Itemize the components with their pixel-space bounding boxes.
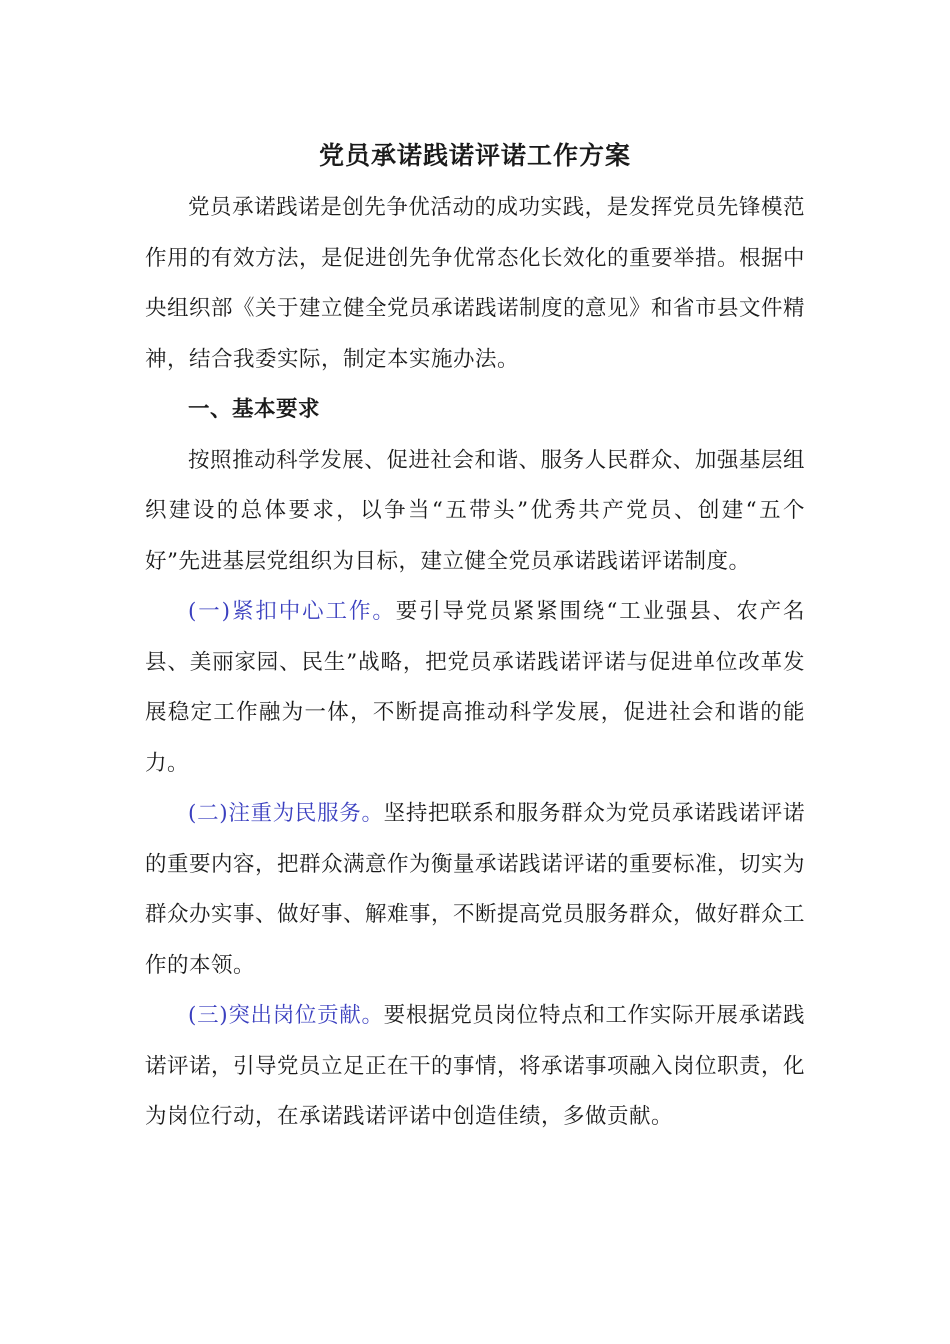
requirement-item-label: (一)紧扣中心工作。 [188,599,396,624]
requirement-item-label: (二)注重为民服务。 [188,801,384,826]
requirement-item-text: 坚持把联系和服务群众为党员承诺践诺评诺的重要内容，把群众满意作为衡量承诺践诺评诺的重要标准，切实为群众办实事、做好事、解难事，不断提高党员服务群众，做好群众工作的本领。 [145,801,806,978]
requirement-item-label: (三)突出岗位贡献。 [188,1003,384,1028]
requirement-item-text: 要根据党员岗位特点和工作实际开展承诺践诺评诺，引导党员立足正在干的事情，将承诺事项融入岗位职责，化为岗位行动，在承诺践诺评诺中创造佳绩，多做贡献。 [145,1003,806,1129]
section-paragraph: 按照推动科学发展、促进社会和谐、服务人民群众、加强基层组织建设的总体要求，以争当“五带头”优秀共产党员、创建“五个好”先进基层党组织为目标，建立健全党员承诺践诺评诺制度。 [145,447,805,574]
document-title: 党员承诺践诺评诺工作方案 [318,141,631,170]
requirement-item-text: 要引导党员紧紧围绕“工业强县、农产名县、美丽家园、民生”战略，把党员承诺践诺评诺与促进单位改革发展稳定工作融为一体，不断提高推动科学发展，促进社会和谐的能力。 [145,599,805,776]
requirement-item-3 [145,991,805,1143]
intro-paragraph: 党员承诺践诺是创先争优活动的成功实践，是发挥党员先锋模范作用的有效方法，是促进创先争优常态化长效化的重要举措。根据中央组织部《关于建立健全党员承诺践诺制度的意见》和省市县文件精神，结合我委实际，制定本实施办法。 [145,195,806,372]
requirement-item-1 [145,587,805,789]
requirement-item-2 [145,789,805,991]
section-heading-basic-requirements: 一、基本要求 [188,397,321,422]
document-body [145,183,805,1143]
